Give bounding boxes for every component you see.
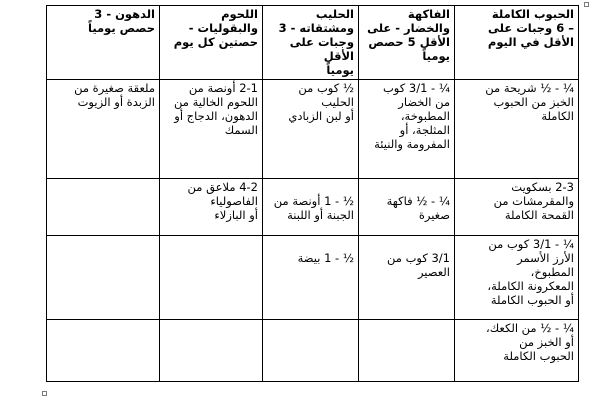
table-cell[interactable] — [359, 179, 455, 236]
cell-text-line: الخبز من الحبوب — [493, 95, 574, 109]
table-cell[interactable] — [359, 236, 455, 320]
header-cell-milk[interactable] — [263, 6, 359, 80]
cell-text-line — [267, 180, 354, 194]
cell-text-line: أو الحبوب الكاملة — [490, 293, 574, 307]
cell-text-line — [363, 180, 450, 194]
table-cell[interactable] — [160, 236, 263, 320]
table-cell[interactable] — [160, 320, 263, 382]
cell-text-line: المثلجة، أو — [399, 123, 450, 137]
table-cell[interactable] — [47, 236, 160, 320]
cell-text-line: الزبدة أو الزيوت — [77, 95, 155, 109]
header-text-line: الحليب — [315, 7, 354, 21]
table-cell[interactable] — [47, 179, 160, 236]
header-text-line: الحبوب الكاملة — [491, 7, 574, 21]
cell-text-line: من الخضار — [398, 95, 450, 109]
table-cell[interactable] — [359, 80, 455, 179]
header-text-line: الأقل 5 حصص — [368, 35, 450, 49]
header-text-line: حصتين كل يوم — [173, 35, 258, 49]
cell-text-line: 2-1 أونصة من — [188, 81, 258, 95]
table-row — [47, 80, 579, 179]
header-text-line: – 6 وجبات على — [488, 21, 574, 35]
header-text-line: والبقوليات - — [188, 21, 258, 35]
cell-text-line: المفرومة والنيئة — [374, 137, 450, 151]
cell-text-line: ¼ - ½ شريحة من — [485, 81, 574, 95]
header-cell-meat-legumes[interactable] — [160, 6, 263, 80]
cell-text-line: ¼ - 3/1 كوب — [382, 81, 450, 95]
cell-text-line: أو الخبز من — [519, 335, 574, 349]
table-row — [47, 236, 579, 320]
table-row — [47, 320, 579, 382]
cell-text-line: الكاملة — [541, 109, 574, 123]
table-cell[interactable] — [263, 80, 359, 179]
table-cell[interactable] — [359, 320, 455, 382]
cell-text-line: ملعقة صغيرة من — [74, 81, 155, 95]
cell-text-line — [363, 237, 450, 251]
header-text-line: الأقل في اليوم — [487, 35, 574, 49]
cell-text-line: صغيرة — [418, 208, 450, 222]
cell-text-line: ½ - 1 بيضة — [297, 251, 354, 265]
cell-text-line: الجبنة أو اللبنة — [287, 208, 354, 222]
table-cell[interactable] — [160, 179, 263, 236]
table-cell[interactable] — [455, 320, 579, 382]
table-cell[interactable] — [160, 80, 263, 179]
cell-text-line: أو البازلاء — [214, 208, 258, 222]
header-text-line: الفاكهة — [407, 7, 450, 21]
table-row — [47, 179, 579, 236]
header-text-line: يومياً — [422, 49, 450, 63]
cell-text-line: الأرز الأسمر — [517, 251, 574, 265]
cell-text-line: ¼ - ½ من الكعك، — [486, 321, 574, 335]
cell-text-line: المعكرونة الكاملة، — [487, 279, 574, 293]
table-header-row — [47, 6, 579, 80]
cell-text-line: الحبوب الكاملة — [503, 349, 574, 363]
header-text-line: الدهون - 3 — [94, 7, 155, 21]
cell-text-line: المطبوخة، — [400, 109, 450, 123]
table-cell[interactable] — [47, 320, 160, 382]
header-text-line: وجبات على الأقل — [289, 35, 354, 63]
table-cell[interactable] — [263, 320, 359, 382]
cell-text-line: ½ كوب من الحليب — [298, 81, 354, 109]
table-cell[interactable] — [263, 179, 359, 236]
table-cell[interactable] — [263, 236, 359, 320]
header-cell-grains[interactable] — [455, 6, 579, 80]
header-cell-fruits-vegetables[interactable] — [359, 6, 455, 80]
cell-text-line: ¼ - ½ فاكهة — [386, 194, 450, 208]
cell-text-line: ¼ - 3/1 كوب من — [488, 237, 574, 251]
cell-text-line: 2-3 بسكويت — [511, 180, 574, 194]
cell-text-line: الدهون، الدجاج أو — [174, 109, 258, 123]
header-text-line: والخضار - على — [367, 21, 450, 35]
table-corner-marker — [42, 391, 47, 396]
table-cell[interactable] — [47, 80, 160, 179]
header-text-line: يومياً — [326, 63, 354, 77]
cell-text-line: أو لبن الزبادي — [288, 109, 354, 123]
cell-text-line: اللحوم الخالية من — [174, 95, 258, 109]
cell-text-line: السمك — [224, 123, 258, 137]
food-groups-table — [46, 5, 579, 382]
cell-text-line: ½ - 1 أونصة من — [273, 194, 354, 208]
cell-text-line: والمقرمشات من — [493, 194, 574, 208]
table-cell[interactable] — [455, 236, 579, 320]
table-cell[interactable] — [455, 80, 579, 179]
cell-text-line: 3/1 كوب من — [387, 251, 450, 265]
cell-text-line: القمحة الكاملة — [504, 208, 574, 222]
header-text-line: حصص يومياً — [88, 21, 155, 35]
header-text-line: ومشتقاته - 3 — [278, 21, 354, 35]
cell-text-line: المطبوخ، — [530, 265, 574, 279]
table-cell[interactable] — [455, 179, 579, 236]
header-text-line: اللحوم — [221, 7, 258, 21]
cell-text-line: العصير — [417, 265, 450, 279]
cell-text-line: 4-2 ملاعق من — [187, 180, 258, 194]
cell-text-line: الفاصولياء — [210, 194, 258, 208]
table-resize-handle[interactable] — [584, 2, 589, 7]
header-cell-fats[interactable] — [47, 6, 160, 80]
cell-text-line — [267, 237, 354, 251]
